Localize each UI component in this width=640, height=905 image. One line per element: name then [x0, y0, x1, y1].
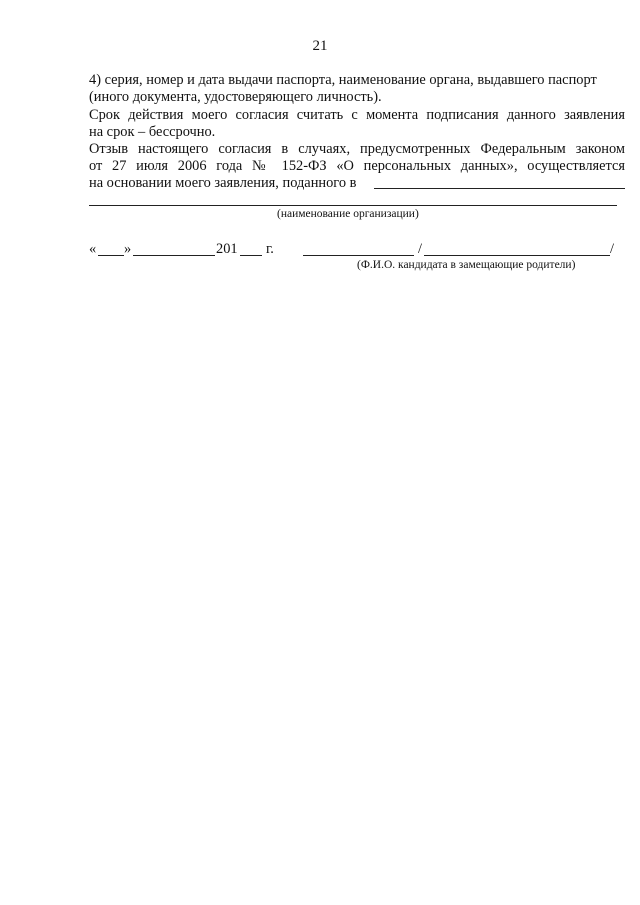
year-prefix: 201: [216, 241, 238, 257]
date-close-quote: »: [124, 241, 132, 257]
signature-end-slash: /: [610, 241, 614, 257]
organization-blank-line-2: [89, 205, 617, 206]
signature-separator: /: [418, 241, 422, 257]
item4-line-2: (иного документа, удостоверяющего личность).: [89, 89, 382, 105]
signature-blank: [303, 255, 414, 256]
page-number: 21: [312, 38, 328, 54]
date-open-quote: «: [89, 241, 97, 257]
term-line-1: Срок действия моего согласия считать с момента подписания данного заявления: [89, 107, 625, 123]
month-blank: [133, 255, 215, 256]
revocation-line-2: от 27 июля 2006 года № 152-ФЗ «О персональных данных», осуществляется: [89, 158, 625, 174]
organization-blank-line-1: [374, 188, 625, 189]
item4-line-1: 4) серия, номер и дата выдачи паспорта, наименование органа, выдавшего паспорт: [89, 72, 597, 88]
full-name-blank: [424, 255, 610, 256]
year-blank: [240, 255, 262, 256]
term-line-2: на срок – бессрочно.: [89, 124, 216, 140]
full-name-caption: (Ф.И.О. кандидата в замещающие родители): [357, 259, 576, 271]
revocation-line-1: Отзыв настоящего согласия в случаях, предусмотренных Федеральным законом: [89, 141, 625, 157]
organization-caption: (наименование организации): [277, 208, 419, 220]
revocation-line-3: на основании моего заявления, поданного в: [89, 175, 357, 191]
day-blank: [98, 255, 124, 256]
year-suffix: г.: [266, 241, 274, 257]
